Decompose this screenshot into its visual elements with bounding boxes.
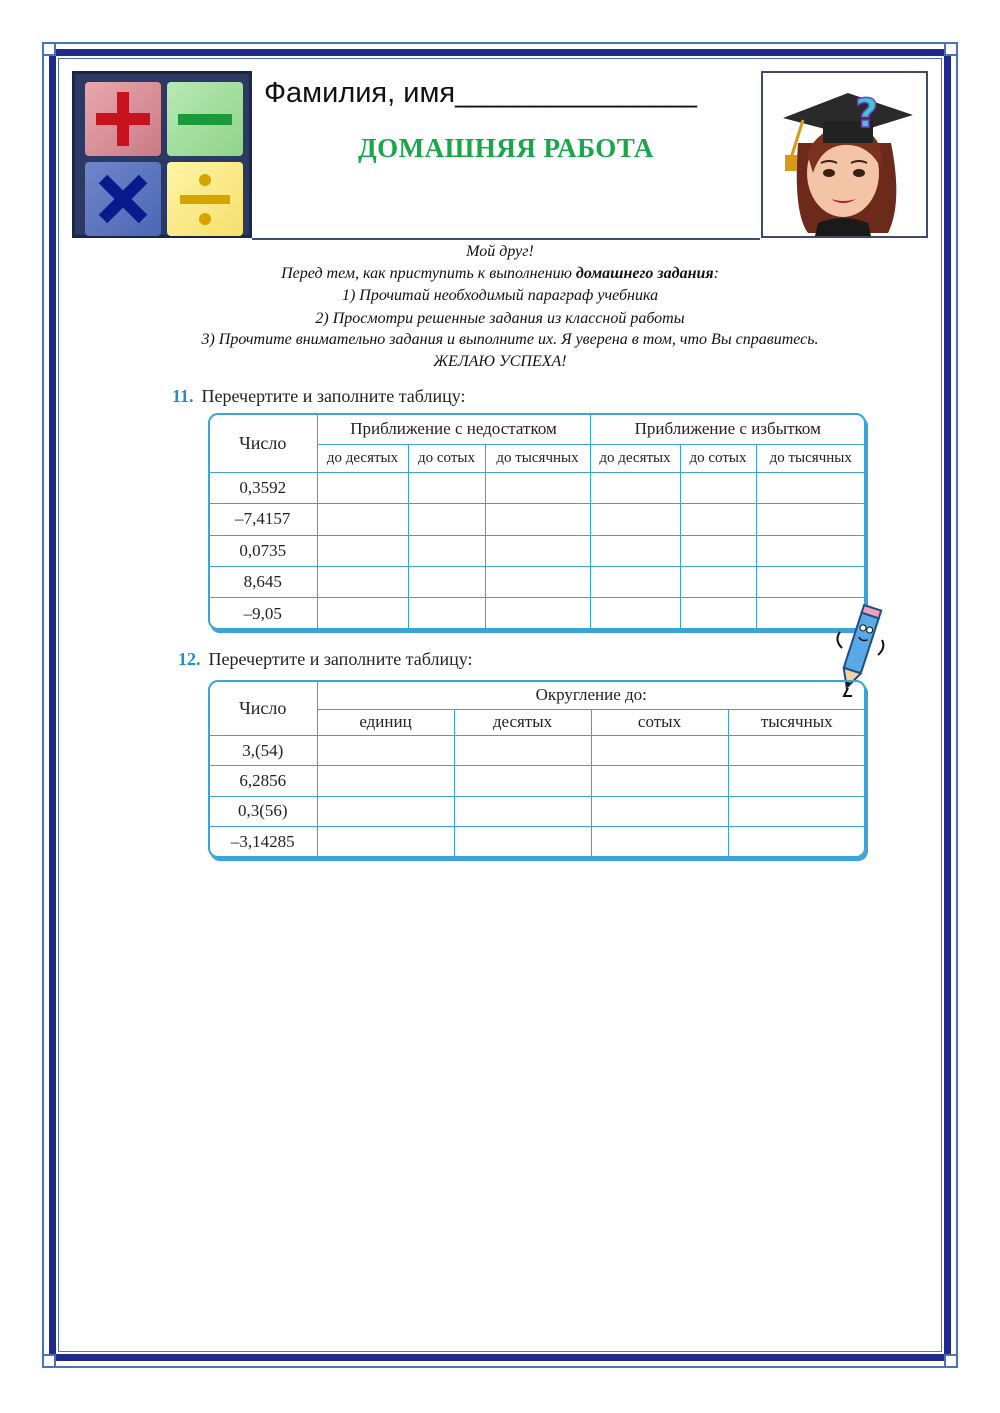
row-number: 3,(54)	[209, 736, 317, 766]
answer-cell[interactable]	[756, 504, 865, 535]
divide-icon	[167, 162, 243, 236]
answer-cell[interactable]	[756, 535, 865, 566]
column-header: Число	[209, 414, 317, 473]
row-number: –3,14285	[209, 827, 317, 857]
instruction-step: 2) Просмотри решенные задания из классной работы	[315, 310, 685, 327]
answer-cell[interactable]	[756, 473, 865, 504]
intro-lead	[60, 265, 940, 283]
instruction-step: 3) Прочтите внимательно задания и выполните их. Я уверена в том, что Вы справитесь.	[201, 331, 819, 348]
column-subheader: до сотых	[680, 444, 756, 472]
column-group-header: Приближение с недостатком	[317, 414, 590, 444]
answer-cell[interactable]	[317, 827, 454, 857]
answer-cell[interactable]	[408, 566, 485, 597]
answer-cell[interactable]	[590, 473, 680, 504]
answer-cell[interactable]	[680, 473, 756, 504]
table-row	[209, 535, 865, 566]
plus-icon	[85, 82, 161, 156]
column-subheader: до десятых	[590, 444, 680, 472]
math-operations-image	[72, 71, 252, 238]
column-group-header: Округление до:	[317, 681, 865, 709]
row-number: –9,05	[209, 598, 317, 629]
row-number: 0,3592	[209, 473, 317, 504]
task-instruction: Перечертите и заполните таблицу:	[201, 386, 466, 406]
table-row	[209, 598, 865, 629]
answer-cell[interactable]	[408, 535, 485, 566]
greeting: Мой друг!	[466, 243, 534, 260]
frame-corner	[944, 42, 958, 56]
column-subheader: сотых	[591, 709, 728, 735]
answer-cell[interactable]	[408, 504, 485, 535]
answer-cell[interactable]	[485, 504, 590, 535]
answer-cell[interactable]	[317, 598, 408, 629]
table-row	[209, 796, 865, 826]
answer-cell[interactable]	[485, 598, 590, 629]
frame-corner	[42, 1354, 56, 1368]
answer-cell[interactable]	[680, 504, 756, 535]
wish-text: ЖЕЛАЮ УСПЕХА!	[433, 353, 567, 370]
answer-cell[interactable]	[728, 736, 865, 766]
task-instruction: Перечертите и заполните таблицу:	[208, 649, 473, 669]
table-row	[209, 827, 865, 857]
task-number: 11.	[172, 386, 194, 406]
column-subheader: десятых	[454, 709, 591, 735]
answer-cell[interactable]	[317, 504, 408, 535]
column-subheader: до десятых	[317, 444, 408, 472]
answer-cell[interactable]	[728, 796, 865, 826]
row-number: 0,3(56)	[209, 796, 317, 826]
task-12-heading	[178, 649, 472, 670]
answer-cell[interactable]	[454, 766, 591, 796]
answer-cell[interactable]	[756, 566, 865, 597]
column-group-header: Приближение с избытком	[590, 414, 865, 444]
answer-cell[interactable]	[408, 473, 485, 504]
answer-cell[interactable]	[485, 473, 590, 504]
row-number: 0,0735	[209, 535, 317, 566]
column-subheader: единиц	[317, 709, 454, 735]
homework-title: ДОМАШНЯЯ РАБОТА	[358, 133, 654, 163]
row-number: 8,645	[209, 566, 317, 597]
table-row	[209, 504, 865, 535]
answer-cell[interactable]	[591, 796, 728, 826]
intro-lead-end: :	[713, 265, 719, 282]
table-row	[209, 473, 865, 504]
answer-cell[interactable]	[485, 566, 590, 597]
task-11-table	[209, 414, 865, 629]
answer-cell[interactable]	[317, 535, 408, 566]
answer-cell[interactable]	[408, 598, 485, 629]
answer-cell[interactable]	[590, 504, 680, 535]
answer-cell[interactable]	[590, 598, 680, 629]
row-number: 6,2856	[209, 766, 317, 796]
table-row	[209, 566, 865, 597]
answer-cell[interactable]	[317, 473, 408, 504]
intro-lead-text: Перед тем, как приступить к выполнению	[281, 265, 576, 282]
answer-cell[interactable]	[317, 766, 454, 796]
row-number: –7,4157	[209, 504, 317, 535]
answer-cell[interactable]	[454, 796, 591, 826]
answer-cell[interactable]	[317, 736, 454, 766]
intro-lead-bold: домашнего задания	[575, 265, 714, 282]
frame-corner	[944, 1354, 958, 1368]
task-11-heading	[172, 386, 466, 407]
answer-cell[interactable]	[590, 535, 680, 566]
answer-cell[interactable]	[317, 796, 454, 826]
answer-cell[interactable]	[680, 566, 756, 597]
answer-cell[interactable]	[590, 566, 680, 597]
task-number: 12.	[178, 649, 201, 669]
answer-cell[interactable]	[591, 766, 728, 796]
answer-cell[interactable]	[485, 535, 590, 566]
table-row	[209, 736, 865, 766]
task-12-table	[209, 681, 865, 857]
table-row	[209, 766, 865, 796]
times-icon	[85, 162, 161, 236]
instruction-step: 1) Прочитай необходимый параграф учебника	[341, 287, 659, 304]
column-subheader: до тысячных	[756, 444, 865, 472]
answer-cell[interactable]	[454, 736, 591, 766]
name-field-label: Фамилия, имя_______________	[264, 77, 698, 109]
column-subheader: тысячных	[728, 709, 865, 735]
minus-icon	[167, 82, 243, 156]
header-title-area	[252, 71, 760, 240]
column-subheader: до сотых	[408, 444, 485, 472]
column-header: Число	[209, 681, 317, 736]
answer-cell[interactable]	[728, 766, 865, 796]
frame-corner	[42, 42, 56, 56]
answer-cell[interactable]	[680, 535, 756, 566]
column-subheader: до тысячных	[485, 444, 590, 472]
answer-cell[interactable]	[591, 736, 728, 766]
svg-text:?: ?	[855, 91, 879, 137]
answer-cell[interactable]	[454, 827, 591, 857]
answer-cell[interactable]	[317, 566, 408, 597]
answer-cell[interactable]	[591, 827, 728, 857]
answer-cell[interactable]	[680, 598, 756, 629]
answer-cell[interactable]	[728, 827, 865, 857]
teacher-avatar	[761, 71, 928, 238]
